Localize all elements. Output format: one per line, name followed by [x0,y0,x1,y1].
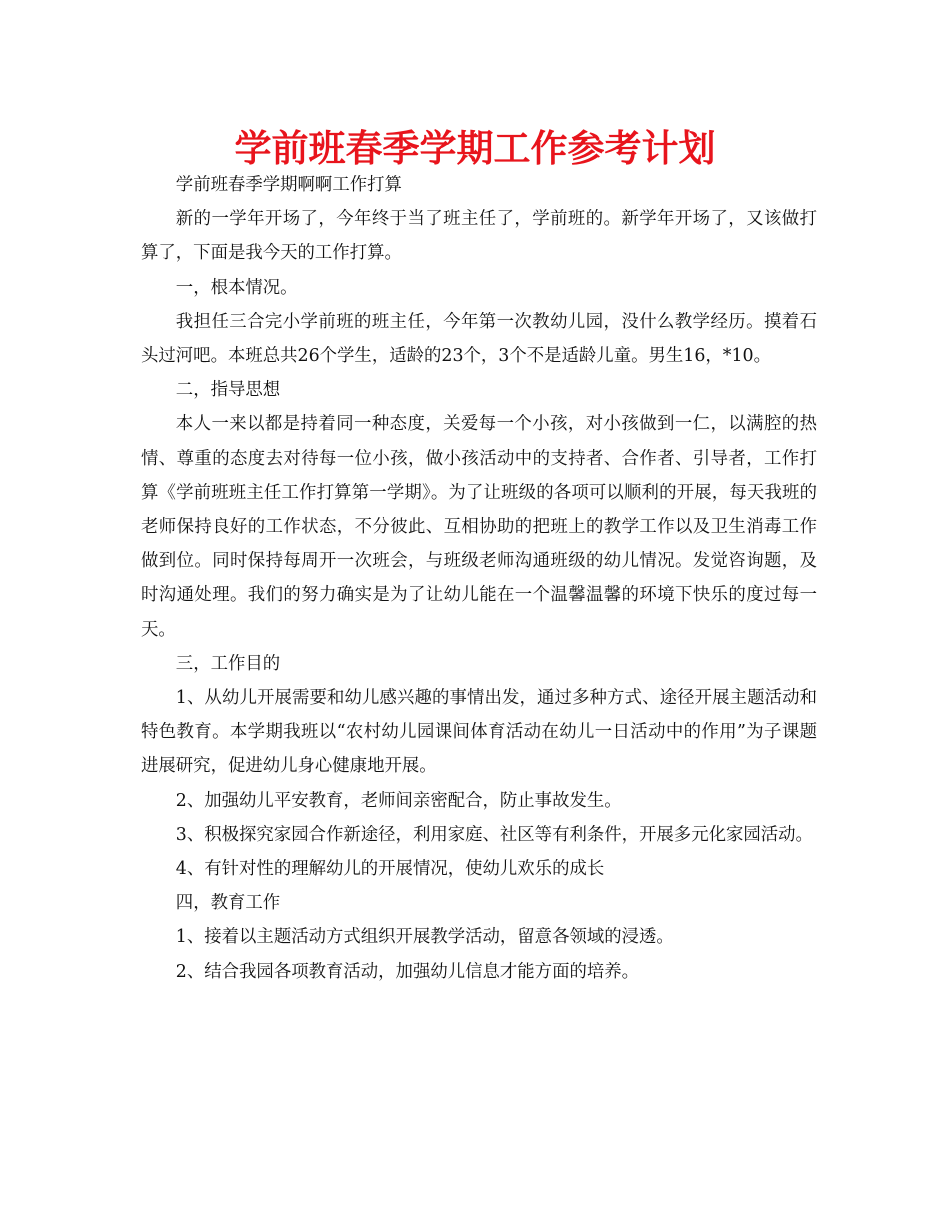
basic-situation-paragraph: 我担任三合完小学前班的班主任，今年第一次教幼儿园，没什么教学经历。摸着石头过河吧。本班总共26个学生，适龄的23个，3个不是适龄儿童。男生16，*10。 [141,311,817,367]
work-goal-item: 1、从幼儿开展需要和幼儿感兴趣的事情出发，通过多种方式、途径开展主题活动和特色教育。本学期我班以“农村幼儿园课间体育活动在幼儿一日活动中的作用”为子课题进展研究，促进幼儿身心健康地开展。 [141,688,817,777]
work-goal-item: 2、加强幼儿平安教育，老师间亲密配合，防止事故发生。 [175,790,622,811]
subtitle-paragraph: 学前班春季学期啊啊工作打算 [175,175,402,195]
education-work-item: 2、结合我园各项教育活动，加强幼儿信息才能方面的培养。 [175,961,640,982]
education-work-item: 1、接着以主题活动方式组织开展教学活动，留意各领域的浸透。 [175,927,674,948]
section-heading-basic-situation: 一，根本情况。 [175,277,298,298]
section-heading-work-goals: 三，工作目的 [175,653,281,674]
document-body [141,168,817,989]
document-title: 学前班春季学期工作参考计划 [234,127,716,170]
section-heading-education-work: 四，教育工作 [175,893,281,914]
guiding-thought-paragraph: 本人一来以都是持着同一种态度，关爱每一个小孩，对小孩做到一仁，以满腔的热情、尊重的态度去对待每一位小孩，做小孩活动中的支持者、合作者、引导者，工作打算《学前班班主任工作打算第一学期》。为了让班级的各项可以顺利的开展，每天我班的老师保持良好的工作状态，不分彼此、互相协助的把班上的教学工作以及卫生消毒工作做到位。同时保持每周开一次班会，与班级老师沟通班级的幼儿情况。发觉咨询题，及时沟通处理。我们的努力确实是为了让幼儿能在一个温馨温馨的环境下快乐的度过每一天。 [141,414,817,640]
work-goal-item: 3、积极探究家园合作新途径，利用家庭、社区等有利条件，开展多元化家园活动。 [175,824,813,845]
work-goal-item: 4、有针对性的理解幼儿的开展情况，使幼儿欢乐的成长 [175,859,605,880]
intro-paragraph: 新的一学年开场了，今年终于当了班主任了，学前班的。新学年开场了，又该做打算了，下面是我今天的工作打算。 [141,209,817,264]
section-heading-guiding-thought: 二，指导思想 [175,380,281,401]
